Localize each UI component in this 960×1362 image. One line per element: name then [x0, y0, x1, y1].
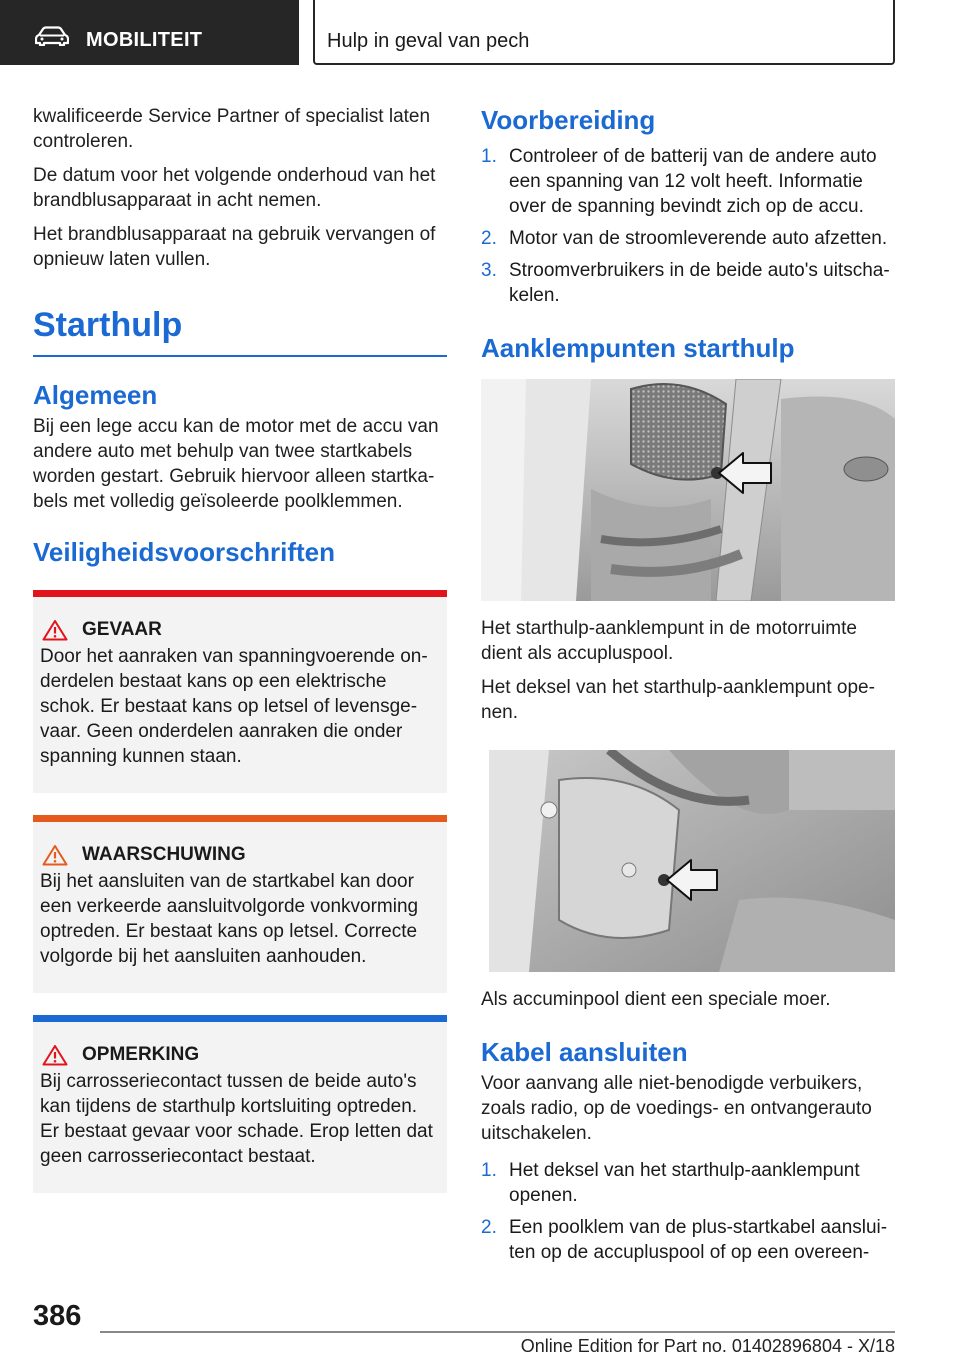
kabel-text: Voor aanvang alle niet-benodigde verbuikers, zoals radio, op de voedings- en ontvangerauto uitschakelen. [481, 1073, 872, 1144]
header-chapter-tab [313, 0, 895, 65]
kabel-steps [481, 1158, 895, 1265]
warning-triangle-icon [42, 844, 68, 866]
warning-text: Door het aanraken van spanningvoerende onderdelen bestaat kans op een elektrische schok. Er bestaat kans op letsel of levensgevaar. Geen onderdelen aanraken die onder spanning kunnen staan. [40, 646, 428, 767]
warning-triangle-icon [42, 1044, 68, 1066]
page-number: 386 [33, 1300, 82, 1332]
list-item: 1. Het deksel van het starthulp-aanklempunt openen. [481, 1160, 860, 1206]
list-item: 1. Controleer of de batterij van de andere auto een spanning van 12 volt heeft. Informatie over de spanning bevindt zich op de accu. [481, 146, 877, 217]
veiligheid-heading: Veiligheidsvoorschriften [33, 537, 335, 567]
warning-notice-box [33, 1015, 447, 1193]
engine-bay-photo-positive [481, 379, 895, 601]
intro-paragraph: Het brandblusapparaat na gebruik vervangen of opnieuw laten vullen. [33, 224, 436, 270]
warning-title: WAARSCHUWING [82, 844, 246, 865]
header-section-tab [0, 0, 299, 65]
list-item: 2. Motor van de stroomleverende auto afzetten. [481, 228, 888, 249]
warning-title: OPMERKING [82, 1044, 200, 1065]
voorbereiding-steps [481, 144, 895, 308]
photo1-description: Het starthulp-aanklempunt in de motorruimte dient als accupluspool. [481, 618, 857, 664]
footer-divider [100, 1331, 895, 1333]
kabel-heading: Kabel aansluiten [481, 1037, 688, 1067]
aanklempunten-heading: Aanklempunten starthulp [481, 333, 795, 363]
header-chapter-label: Hulp in geval van pech [327, 30, 530, 52]
page-title: Starthulp [33, 305, 447, 357]
car-icon [35, 26, 69, 46]
warning-triangle-icon [42, 619, 68, 641]
list-item: 3. Stroomverbruikers in de beide auto's uitschakelen. [481, 260, 890, 306]
warning-text: Bij het aansluiten van de startkabel kan door een verkeerde aansluitvolgorde vonkvorming optreden. Er bestaat kans op letsel. Correcte volgorde bij het aansluiten aanhouden. [40, 871, 419, 967]
right-column [481, 104, 895, 1272]
warning-danger-box [33, 590, 447, 793]
left-column [33, 104, 447, 1215]
photo1-description: Het deksel van het starthulp-aanklempunt openen. [481, 677, 875, 723]
intro-paragraph: De datum voor het volgende onderhoud van het brandblusapparaat in acht nemen. [33, 165, 436, 211]
warning-title: GEVAAR [82, 619, 162, 640]
warning-caution-box [33, 815, 447, 993]
photo2-caption: Als accuminpool dient een speciale moer. [481, 989, 831, 1010]
list-item: 2. Een poolklem van de plus-startkabel aansluiten op de accupluspool of op een overeen- [481, 1217, 888, 1263]
header-section-label: MOBILITEIT [86, 29, 203, 51]
engine-bay-photo-negative [489, 750, 895, 972]
algemeen-heading: Algemeen [33, 380, 158, 410]
warning-text: Bij carrosseriecontact tussen de beide auto's kan tijdens de starthulp kortsluiting optreden. Er bestaat gevaar voor schade. Erop letten dat geen carrosseriecontact bestaat. [40, 1071, 433, 1167]
footer-edition: Online Edition for Part no. 01402896804 - X/18 [520, 1336, 895, 1356]
algemeen-text: Bij een lege accu kan de motor met de accu van andere auto met behulp van twee startkabels worden gestart. Gebruik hiervoor alleen startkabels met volledig geïsoleerde poolklemmen. [33, 416, 439, 512]
intro-paragraph: kwalificeerde Service Partner of specialist laten controleren. [33, 106, 431, 152]
voorbereiding-heading: Voorbereiding [481, 105, 656, 135]
